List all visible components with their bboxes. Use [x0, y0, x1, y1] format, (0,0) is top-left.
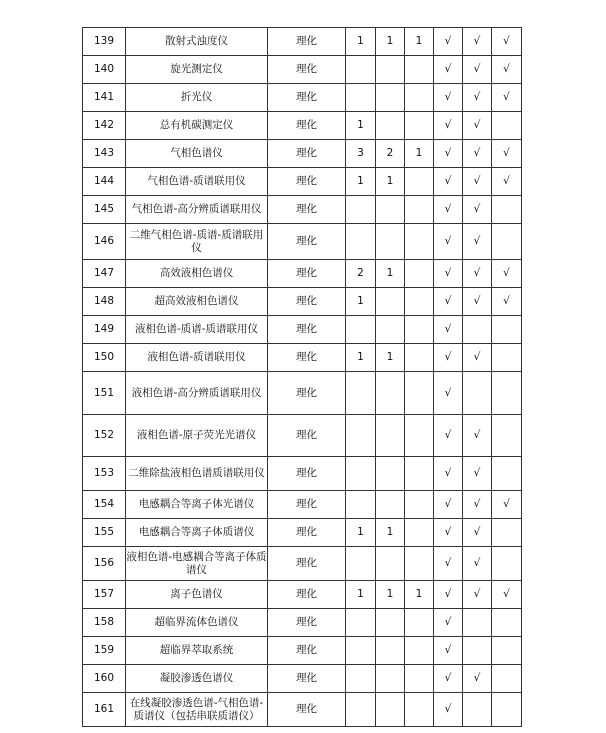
row-number: 155 [83, 519, 126, 547]
table-row [83, 168, 522, 196]
check-col-2 [463, 372, 492, 415]
instrument-name: 气相色谱-高分辨质谱联用仪 [126, 196, 268, 224]
check-col-3 [492, 637, 522, 665]
count-col-1 [346, 457, 376, 491]
check-col-3: √ [492, 28, 522, 56]
check-col-2 [463, 637, 492, 665]
check-col-3 [492, 519, 522, 547]
check-col-3 [492, 415, 522, 457]
check-col-2: √ [463, 168, 492, 196]
row-number: 152 [83, 415, 126, 457]
check-col-1: √ [434, 491, 463, 519]
count-col-2 [376, 547, 405, 581]
count-col-3 [405, 372, 434, 415]
count-col-2: 1 [376, 519, 405, 547]
instrument-name: 散射式浊度仪 [126, 28, 268, 56]
row-number: 157 [83, 581, 126, 609]
row-number: 144 [83, 168, 126, 196]
category: 理化 [268, 637, 346, 665]
check-col-1: √ [434, 693, 463, 727]
count-col-1: 2 [346, 260, 376, 288]
check-col-1: √ [434, 547, 463, 581]
check-col-1: √ [434, 196, 463, 224]
table-row [83, 140, 522, 168]
check-col-2: √ [463, 28, 492, 56]
count-col-2 [376, 693, 405, 727]
check-col-1: √ [434, 665, 463, 693]
row-number: 142 [83, 112, 126, 140]
check-col-3: √ [492, 288, 522, 316]
count-col-3 [405, 224, 434, 260]
count-col-2: 1 [376, 581, 405, 609]
count-col-2 [376, 415, 405, 457]
row-number: 161 [83, 693, 126, 727]
category: 理化 [268, 519, 346, 547]
check-col-3 [492, 457, 522, 491]
row-number: 154 [83, 491, 126, 519]
category: 理化 [268, 56, 346, 84]
instrument-name: 折光仪 [126, 84, 268, 112]
count-col-3 [405, 519, 434, 547]
table-row [83, 457, 522, 491]
count-col-3 [405, 415, 434, 457]
count-col-3 [405, 288, 434, 316]
check-col-2 [463, 609, 492, 637]
check-col-2: √ [463, 344, 492, 372]
instrument-name: 液相色谱-质谱联用仪 [126, 344, 268, 372]
count-col-3 [405, 260, 434, 288]
check-col-1: √ [434, 415, 463, 457]
check-col-1: √ [434, 344, 463, 372]
table-row [83, 547, 522, 581]
count-col-1 [346, 665, 376, 693]
count-col-3 [405, 56, 434, 84]
category: 理化 [268, 260, 346, 288]
check-col-1: √ [434, 609, 463, 637]
table-row [83, 288, 522, 316]
count-col-3 [405, 665, 434, 693]
count-col-1 [346, 224, 376, 260]
instrument-name: 凝胶渗透色谱仪 [126, 665, 268, 693]
count-col-1: 1 [346, 112, 376, 140]
count-col-1 [346, 56, 376, 84]
count-col-3: 1 [405, 140, 434, 168]
count-col-2: 1 [376, 260, 405, 288]
count-col-2 [376, 196, 405, 224]
check-col-1: √ [434, 112, 463, 140]
table-row [83, 491, 522, 519]
row-number: 140 [83, 56, 126, 84]
row-number: 148 [83, 288, 126, 316]
count-col-2: 2 [376, 140, 405, 168]
row-number: 150 [83, 344, 126, 372]
row-number: 156 [83, 547, 126, 581]
category: 理化 [268, 344, 346, 372]
count-col-1: 3 [346, 140, 376, 168]
count-col-1 [346, 415, 376, 457]
instrument-name: 超高效液相色谱仪 [126, 288, 268, 316]
instrument-name: 气相色谱-质谱联用仪 [126, 168, 268, 196]
check-col-2: √ [463, 415, 492, 457]
category: 理化 [268, 372, 346, 415]
instrument-name: 二维气相色谱-质谱-质谱联用仪 [126, 224, 268, 260]
check-col-2: √ [463, 665, 492, 693]
count-col-1: 1 [346, 288, 376, 316]
instrument-name: 液相色谱-电感耦合等离子体质谱仪 [126, 547, 268, 581]
category: 理化 [268, 224, 346, 260]
count-col-1 [346, 547, 376, 581]
instrument-name: 电感耦合等离子体质谱仪 [126, 519, 268, 547]
check-col-2: √ [463, 288, 492, 316]
check-col-2: √ [463, 140, 492, 168]
check-col-3: √ [492, 84, 522, 112]
check-col-2: √ [463, 112, 492, 140]
table-row [83, 28, 522, 56]
count-col-3 [405, 168, 434, 196]
table-row [83, 316, 522, 344]
count-col-1 [346, 491, 376, 519]
category: 理化 [268, 84, 346, 112]
row-number: 145 [83, 196, 126, 224]
check-col-3: √ [492, 491, 522, 519]
table-row [83, 260, 522, 288]
table-row [83, 693, 522, 727]
check-col-1: √ [434, 84, 463, 112]
check-col-2: √ [463, 519, 492, 547]
count-col-2 [376, 491, 405, 519]
table-row [83, 581, 522, 609]
category: 理化 [268, 28, 346, 56]
category: 理化 [268, 168, 346, 196]
category: 理化 [268, 140, 346, 168]
check-col-1: √ [434, 457, 463, 491]
count-col-3 [405, 547, 434, 581]
count-col-1 [346, 196, 376, 224]
check-col-1: √ [434, 519, 463, 547]
instrument-name: 高效液相色谱仪 [126, 260, 268, 288]
count-col-2 [376, 224, 405, 260]
check-col-3 [492, 344, 522, 372]
check-col-1: √ [434, 372, 463, 415]
count-col-3 [405, 609, 434, 637]
row-number: 149 [83, 316, 126, 344]
count-col-1 [346, 693, 376, 727]
category: 理化 [268, 665, 346, 693]
count-col-2: 1 [376, 344, 405, 372]
count-col-2 [376, 56, 405, 84]
instrument-name: 电感耦合等离子体光谱仪 [126, 491, 268, 519]
check-col-3: √ [492, 260, 522, 288]
count-col-2 [376, 288, 405, 316]
count-col-3 [405, 637, 434, 665]
row-number: 141 [83, 84, 126, 112]
table-row [83, 609, 522, 637]
count-col-1: 1 [346, 519, 376, 547]
count-col-2 [376, 84, 405, 112]
category: 理化 [268, 316, 346, 344]
check-col-3 [492, 609, 522, 637]
check-col-2: √ [463, 457, 492, 491]
check-col-3 [492, 316, 522, 344]
category: 理化 [268, 415, 346, 457]
category: 理化 [268, 693, 346, 727]
count-col-3: 1 [405, 581, 434, 609]
check-col-2: √ [463, 56, 492, 84]
check-col-1: √ [434, 140, 463, 168]
check-col-2: √ [463, 491, 492, 519]
table-body [83, 28, 522, 727]
count-col-1 [346, 372, 376, 415]
count-col-3 [405, 84, 434, 112]
check-col-1: √ [434, 288, 463, 316]
check-col-1: √ [434, 168, 463, 196]
count-col-3 [405, 344, 434, 372]
row-number: 159 [83, 637, 126, 665]
check-col-3 [492, 112, 522, 140]
count-col-2 [376, 665, 405, 693]
count-col-1 [346, 316, 376, 344]
count-col-2 [376, 316, 405, 344]
check-col-1: √ [434, 224, 463, 260]
row-number: 160 [83, 665, 126, 693]
row-number: 153 [83, 457, 126, 491]
check-col-2 [463, 693, 492, 727]
count-col-2: 1 [376, 28, 405, 56]
category: 理化 [268, 196, 346, 224]
table-row [83, 84, 522, 112]
instrument-name: 离子色谱仪 [126, 581, 268, 609]
check-col-3 [492, 665, 522, 693]
count-col-3: 1 [405, 28, 434, 56]
count-col-1 [346, 637, 376, 665]
count-col-1 [346, 84, 376, 112]
table-row [83, 224, 522, 260]
table-row [83, 415, 522, 457]
table-row [83, 519, 522, 547]
check-col-1: √ [434, 56, 463, 84]
count-col-1: 1 [346, 581, 376, 609]
instrument-name: 二维除盐液相色谱质谱联用仪 [126, 457, 268, 491]
check-col-2: √ [463, 547, 492, 581]
count-col-3 [405, 693, 434, 727]
instrument-table [82, 27, 522, 727]
count-col-2 [376, 457, 405, 491]
check-col-2: √ [463, 84, 492, 112]
instrument-name: 液相色谱-高分辨质谱联用仪 [126, 372, 268, 415]
row-number: 146 [83, 224, 126, 260]
row-number: 151 [83, 372, 126, 415]
check-col-1: √ [434, 637, 463, 665]
table-row [83, 372, 522, 415]
count-col-3 [405, 491, 434, 519]
check-col-2 [463, 316, 492, 344]
check-col-2: √ [463, 260, 492, 288]
table-row [83, 196, 522, 224]
check-col-2: √ [463, 224, 492, 260]
count-col-1: 1 [346, 168, 376, 196]
check-col-3: √ [492, 140, 522, 168]
category: 理化 [268, 491, 346, 519]
count-col-1: 1 [346, 28, 376, 56]
check-col-1: √ [434, 260, 463, 288]
category: 理化 [268, 547, 346, 581]
category: 理化 [268, 609, 346, 637]
count-col-2 [376, 112, 405, 140]
table-row [83, 637, 522, 665]
category: 理化 [268, 112, 346, 140]
category: 理化 [268, 457, 346, 491]
row-number: 143 [83, 140, 126, 168]
table-row [83, 665, 522, 693]
check-col-3: √ [492, 56, 522, 84]
table-row [83, 56, 522, 84]
check-col-3: √ [492, 581, 522, 609]
check-col-3 [492, 224, 522, 260]
instrument-name: 旋光测定仪 [126, 56, 268, 84]
row-number: 158 [83, 609, 126, 637]
table-row [83, 112, 522, 140]
count-col-2 [376, 609, 405, 637]
instrument-name: 液相色谱-原子荧光光谱仪 [126, 415, 268, 457]
table-row [83, 344, 522, 372]
count-col-1 [346, 609, 376, 637]
count-col-3 [405, 457, 434, 491]
count-col-3 [405, 316, 434, 344]
count-col-3 [405, 112, 434, 140]
instrument-name: 超临界流体色谱仪 [126, 609, 268, 637]
check-col-2: √ [463, 196, 492, 224]
instrument-name: 总有机碳测定仪 [126, 112, 268, 140]
check-col-3 [492, 196, 522, 224]
row-number: 147 [83, 260, 126, 288]
count-col-2 [376, 372, 405, 415]
check-col-3 [492, 693, 522, 727]
instrument-name: 在线凝胶渗透色谱-气相色谱-质谱仪（包括串联质谱仪） [126, 693, 268, 727]
check-col-3: √ [492, 168, 522, 196]
check-col-1: √ [434, 316, 463, 344]
check-col-3 [492, 372, 522, 415]
count-col-2: 1 [376, 168, 405, 196]
instrument-name: 气相色谱仪 [126, 140, 268, 168]
category: 理化 [268, 581, 346, 609]
instrument-name: 液相色谱-质谱-质谱联用仪 [126, 316, 268, 344]
count-col-2 [376, 637, 405, 665]
category: 理化 [268, 288, 346, 316]
check-col-2: √ [463, 581, 492, 609]
check-col-1: √ [434, 28, 463, 56]
count-col-1: 1 [346, 344, 376, 372]
instrument-name: 超临界萃取系统 [126, 637, 268, 665]
check-col-3 [492, 547, 522, 581]
row-number: 139 [83, 28, 126, 56]
check-col-1: √ [434, 581, 463, 609]
count-col-3 [405, 196, 434, 224]
